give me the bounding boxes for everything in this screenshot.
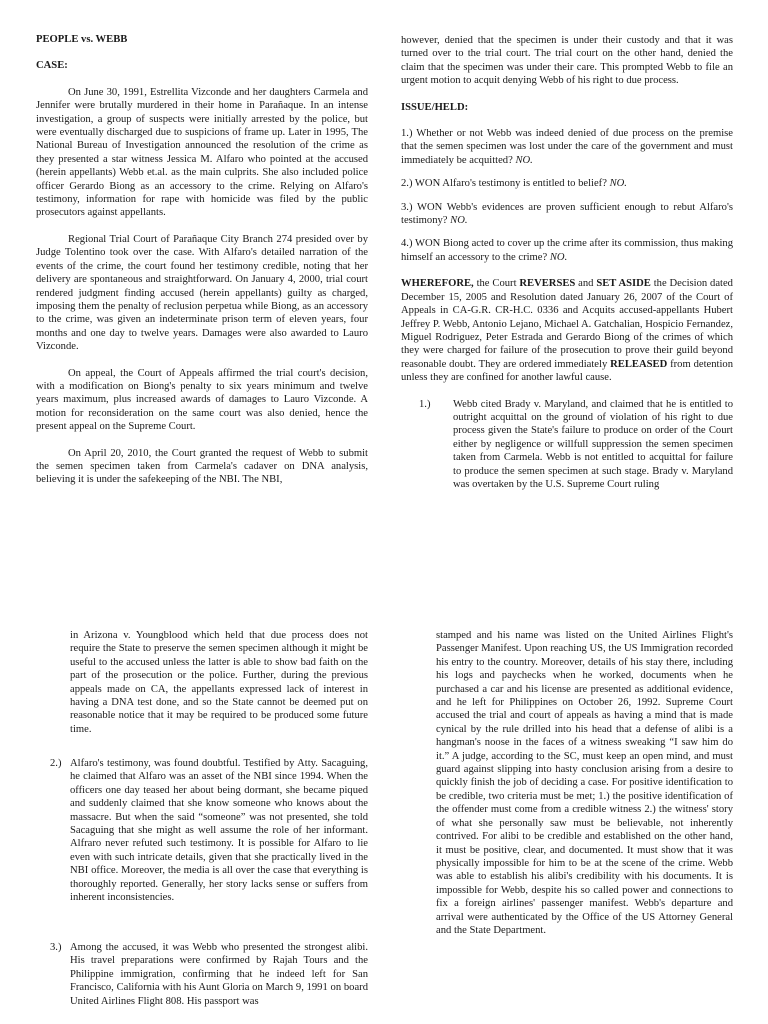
issue-item [401, 201, 733, 228]
issue-question: 1.) Whether or not Webb was indeed denied of due process on the premise that the semen specimen was lost under the care of the government and must immediately be acquitted? [401, 128, 733, 166]
issue-answer: NO. [609, 178, 627, 190]
wherefore-text: and [575, 278, 597, 290]
point-text: Among the accused, it was Webb who presented the strongest alibi. His travel preparations were confirmed by Rajah Tours and the Philippine immigration, confirming that he indeed left for San Francisco, California with his Aunt Gloria on March 9, 1991 on board United Airlines Flight 808. His passport was [70, 942, 368, 1007]
alibi-paragraph: stamped and his name was listed on the United Airlines Flight's Passenger Manifest. Upon reaching US, the US Immigration recorded his entry to the country. Moreover, details of his stay there, including his logs and paychecks when he worked, documents when he purchased a car and his license are presented as additional evidence, and he left for Philippines on October 26, 1992. Supreme Court accused the trial and court of appeals as having a mind that is made cynical by the rule drilled into his head that a defense of alibi is a hangman's noose in the faces of a witness sweaking “I saw him do it.” A judge, according to the SC, must keep an open mind, and must guard against slipping into hasty conclusion arising from a desire to quickly finish the job of deciding a case. For positive identification to be credible, two criteria must be met; 1.) the positive identification of the offender must come from a credible witness 2.) the witness' story of what she personally saw must be believable, not inherently contrived. For alibi to be credible and established on the other hand, it must be positive, clear, and documented. It must show that it was physically impossible for him to be at the scene of the crime. Webb was able to establish his alibi's credibility with his documents. It is impossible for Webb, despite his so called power and connections to fix a foreign airlines' passenger manifest. Webb's departure and arrival were authenticated by the Office of the US Attorney General and the State Department. [436, 630, 733, 936]
issue-answer: NO. [450, 215, 468, 227]
wherefore-paragraph [401, 277, 733, 384]
issue-question: 4.) WON Biong acted to cover up the crime after its commission, thus making himself an accessory to the crime? [401, 238, 733, 263]
issue-answer: NO. [549, 251, 568, 263]
wherefore-text: the Court [473, 278, 520, 290]
case-title: PEOPLE vs. WEBB [36, 34, 128, 45]
issue-question: 3.) WON Webb's evidences are proven sufficient enough to rebut Alfaro's testimony? [401, 201, 733, 227]
case-paragraph: Regional Trial Court of Parañaque City Branch 274 presided over by Judge Tolentino took over the case. With Alfaro's detailed narration of the events of the crime, the court found her testimony credible, noting that her delivery are spontaneous and straightforward. On January 4, 2000, trial court rendered judgment finding accused (herein appellants) guilty as charged, imposing them the penalty of reclusion perpetua while Biong, as an accessory to the crime, was given an indeterminate prison term of eleven years, four months and one day to twelve years. Damages were also awarded to Lauro Vizconde. [36, 233, 368, 353]
point-text: Webb cited Brady v. Maryland, and claimed that he is entitled to outright acquittal on the ground of violation of his right to due process given the State's failure to produce on order of the Court either by negligence or willfull suppression the semen specimen taken from Carmela. Webb is not entitled to acquittal for failure to produce the semen specimen at such stage. Brady v. Maryland was overtaken by the U.S. Supreme Court ruling [453, 398, 733, 490]
point-number: 1.) [419, 398, 431, 410]
issue-answer: NO. [515, 154, 533, 166]
ruling-point-2 [50, 757, 368, 904]
case-paragraph: On June 30, 1991, Estrellita Vizconde and her daughters Carmela and Jennifer were brutally murdered in their home in Parañaque. In an intense investigation, a group of suspects were initially arrested by the police, but were eventually discharged due to suspicions of frame up. Later in 1995, The National Bureau of Investigation announced the resolution of the crime as they presented a star witness Jessica M. Alfaro who pointed at the accused (herein appellants) Webb et.al. as the main culprits. She also included police officer Gerardo Biong as an accessory to the crime. Relying on Alfaro's testimony, information for rape with homicide was filed by the public prosecutors against appellants. [36, 86, 368, 219]
issue-question: 2.) WON Alfaro's testimony is entitled to belief? [401, 178, 607, 190]
right-column-page2 [436, 629, 733, 937]
case-paragraph: On appeal, the Court of Appeals affirmed the trial court's decision, with a modification on Biong's penalty to six years minimum and twelve years maximum, plus increased awards of damages to Lauro Vizconde. A motion for reconsideration on the same court was also denied, hence the present appeal on the Supreme Court. [36, 367, 368, 433]
ruling-point-3 [50, 941, 368, 1008]
set-aside-keyword: SET ASIDE [596, 278, 651, 290]
point-text: Alfaro's testimony, was found doubtful. Testified by Atty. Sacaguing, he claimed that Alfaro was an asset of the NBI since 1994. When the officers one day teased her about being dormant, she became piqued and suddenly claimed that she know someone who knows about the massacre. But when the said “someone” was not presented, she told Sacaguing that she might as well assume the role of her informant. Alfraro never refuted such testimony. It is possible for Alfaro to lie even with such intricate details, given that she practically lived in the NBI office. Moreover, the media is all over the case that everything is thoroughly reported. Generally, her story lacks sense or suffers from inherent inconsistencies. [70, 758, 368, 904]
point-1-continuation: in Arizona v. Youngblood which held that due process does not require the State to preserve the semen specimen although it might be useful to the accused unless the latter is able to show bad faith on the part of the prosecution or the police. Further, during the previous appeals made on CA, the appellants expressed lack of interest in having a DNA test done, and so the State cannot be deemed put on reasonable notice that it may be required to be produced some future time. [70, 630, 368, 735]
issue-item [401, 237, 733, 264]
ruling-point-1 [419, 398, 733, 492]
issue-item [401, 127, 733, 167]
case-paragraph: On April 20, 2010, the Court granted the request of Webb to submit the semen specimen taken from Carmela's cadaver on DNA analysis, believing it is under the safekeeping of the NBI. The NBI, [36, 447, 368, 486]
right-column-page1 [401, 34, 733, 491]
left-column-page1 [36, 33, 368, 487]
reverses-keyword: REVERSES [519, 278, 576, 290]
issue-heading: ISSUE/HELD: [401, 101, 469, 113]
issue-item [401, 177, 733, 190]
point-number: 3.) [50, 942, 62, 953]
nbi-denial-paragraph: however, denied that the specimen is under their custody and that it was turned over to the trial court. The trial court on the other hand, denied the claim that the specimen was under their care. This prompted Webb to file an urgent motion to acquit denying Webb of his right to due process. [401, 35, 733, 87]
wherefore-text: the Decision dated December 15, 2005 and Resolution dated January 26, 2007 of the Court of Appeals in CA-G.R. CR-H.C. 0336 and Acquits accused-appellants Hubert Jeffrey P. Webb, Antonio Lejano, Michael A. Gatchalian, Hospicio Fernandez, Miguel Rodriguez, Peter Estrada and Gerardo Biong of the crimes of which they were charged for failure of the prosecution to prove their guild beyond reasonable doubt. They are ordered immediately [401, 278, 733, 370]
case-heading: CASE: [36, 60, 68, 72]
left-column-page2 [70, 629, 368, 736]
wherefore-lead: WHEREFORE, [401, 278, 474, 290]
point-number: 2.) [50, 758, 62, 769]
wherefore-text: from detention unless they are confined for another lawful cause. [401, 358, 733, 384]
released-keyword: RELEASED [610, 358, 668, 370]
